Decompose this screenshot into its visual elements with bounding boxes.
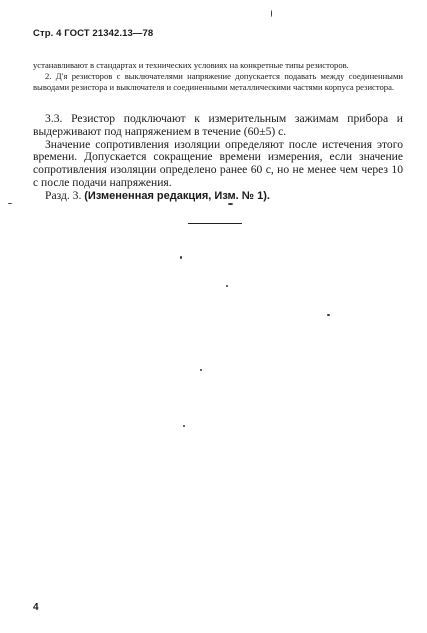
scan-speck: [180, 256, 182, 259]
scan-speck: [183, 425, 185, 427]
note-paragraph-2: 2. Д′я резисторов с выключателями напряжение допускается подавать между соединенными выводами резистора и выключателя и соединенными металлическими частями корпуса резистора.: [33, 71, 403, 92]
scan-speck: [8, 203, 12, 204]
paragraph-resistance: Значение сопротивления изоляции определяют после истечения этого времени. Допускается сокращение времени измерения, если значение сопротивления изоляции определено ранее 60 с, но не менее чем через 10 с после подачи напряжения.: [33, 137, 403, 189]
separator-rule: [188, 223, 242, 224]
page-header: Стр. 4 ГОСТ 21342.13—78: [33, 28, 154, 39]
paragraph-3-3: 3.3. Резистор подключают к измерительным зажимам прибора и выдерживают под напряжением в течение (60±5) с.: [33, 112, 403, 138]
note-block: [33, 60, 403, 93]
revision-reference: (Измененная редакция, Изм. № 1).: [84, 189, 270, 202]
main-text-block: [33, 113, 403, 203]
scan-speck: [228, 203, 233, 205]
paragraph-revision-note: [33, 190, 403, 203]
note-line-continuation: устанавливают в стандартах и технических условиях на конкретные типы резисторов.: [33, 60, 349, 70]
scan-speck: [271, 10, 272, 17]
scan-speck: [327, 314, 330, 316]
scan-speck: [200, 369, 202, 371]
scan-speck: [226, 285, 228, 287]
page-number: 4: [33, 602, 39, 613]
section-reference: Разд. 3.: [45, 188, 82, 202]
